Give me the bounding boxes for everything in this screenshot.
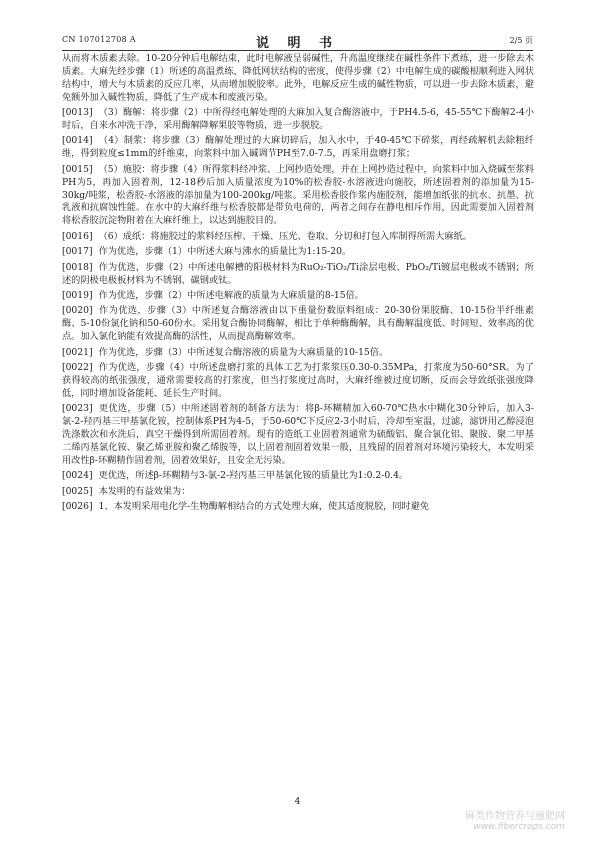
paragraph-number: [0023] (62, 403, 93, 415)
paragraph-number: [0022] (62, 361, 93, 373)
paragraph-text: （6）成纸：将施胶过的浆料经压榨、干燥、压光、卷取、分切和打包入库制得所需大麻纸。 (98, 230, 472, 242)
paragraph (62, 305, 534, 344)
paragraph-number: [0015] (62, 163, 93, 175)
paragraph-number: [0025] (62, 485, 93, 497)
paragraph (62, 53, 534, 105)
paragraph (62, 362, 534, 401)
paragraph-text: （5）施胶：将步骤（4）所得浆料经冲浆、上网抄造处理，并在上网抄造过程中，向浆料中加入烧碱至浆料PH为5，再加入固着剂，12-18秒后加入质量浓度为10%的松香胶-水溶液进向施胶，所述固着剂的添加量为15-30kg/吨浆，松香胶-水溶液的添加量为100-200kg/吨浆。采用松香胶作浆内施胶剂，能增加纸张的抗水、抗墨、抗乳液和抗腐蚀性能。在水中的大麻纤维与松香胶都是带负电荷的，两者之间存在静电相斥作用，因此需要加入固着剂将松香胶沉淀物附着在大麻纤维上，以达到施胶目的。 (62, 163, 534, 227)
paragraph (62, 231, 534, 244)
paragraph (62, 347, 534, 360)
paragraph (62, 290, 534, 303)
paragraph-number: [0026] (62, 501, 93, 512)
paragraph-text: （4）制浆：将步骤（3）酶解处理过的大麻切碎后，加入水中，于40-45℃下碎浆，再经疏解机去除粗纤维，得到粒度≤1mm的纤维束，向浆料中加入碱调节PH至7.0-7.5，再采用盘磨打浆； (62, 135, 534, 160)
paragraph-text: 作为优选，步骤（3）中所述复合酶溶液由以下重量份数原料组成：20-30份果胶酶、10-15份半纤维素酶、5-10份氯化钠和50-60份水。采用复合酶协同酶解，相比于单种酶酶解，具有酶解温度低、时间短、效率高的优点。加入氯化钠能有效提高酶的活性，从而提高酶解效率。 (62, 305, 534, 343)
paragraph-number: [0021] (62, 346, 93, 358)
watermark-url: www.fibercrops.com (473, 822, 565, 832)
paragraph-text: （3）酶解：将步骤（2）中所得经电解处理的大麻加入复合酶溶液中，于PH4.5-6，45-55℃下酶解2-4小时后，自来水冲洗干净，采用酶解降解果胶等物质，进一步脱胶。 (62, 107, 534, 132)
paragraph (62, 164, 534, 229)
paragraph-text: 作为优选，步骤（3）中所述复合酶溶液的质量为大麻质量的10-15倍。 (98, 346, 389, 358)
paragraph-number: [0020] (62, 305, 93, 317)
paragraph-text: 1、本发明采用电化学-生物酶解相结合的方式处理大麻，使其适度脱胶，同时避免 (98, 501, 430, 512)
paragraph-text: 从而将木质素去除。10-20分钟后电解结束，此时电解液呈弱碱性，升高温度继续在碱性条件下煮练，进一步除去木质素。大麻先经步骤（1）所述的高温煮练，降低网状结构的密度，使得步骤（2）中电解生成的碳酸根顺利进入网状结构中，增大与木质素的反应几率，从而增加脱胶率。此外，电解反应生成的碱性物质，可以进一步去除木质素，避免额外加入碱性物质，降低了生产成本和废液污染。 (62, 53, 534, 103)
paragraph (62, 135, 534, 161)
paragraph-number: [0019] (62, 289, 93, 301)
paragraph-text: 更优选，步骤（5）中所述固着剂的制备方法为：将β-环糊精加入60-70℃热水中糊化30分钟后，加入3-氯-2-羟丙基三甲基氯化铵，控制体系PH为4-5，于50-60℃下反应2-3小时后，冷却至室温，过滤，滤饼用乙醇浸泡洗涤数次和水洗后，真空干燥得到所需固着剂。现有的造纸工业固着剂通常为硫酸铝、聚合氯化铝、聚胺、聚二甲基二烯丙基氯化铵、聚乙烯亚胺和聚乙烯胺等，以上固着剂固着效果一般，且残留的固着剂对环境污染较大，本发明采用改性β-环糊精作固着剂，固着效果好，且安全无污染。 (62, 403, 534, 466)
publication-number: CN 107012708 A (62, 35, 136, 44)
paragraph-number: [0016] (62, 230, 93, 242)
paragraph (62, 107, 534, 133)
paragraph-text: 本发明的有益效果为： (98, 485, 191, 497)
paragraph-text: 作为优选，步骤（1）中所述大麻与沸水的质量比为1:15-20。 (98, 246, 352, 258)
page-number: 4 (294, 797, 301, 807)
paragraph-number: [0013] (62, 107, 93, 119)
paragraph-text: 作为优选，步骤（2）中所述电解液的质量为大麻质量的8-15倍。 (98, 289, 364, 301)
paragraph-number: [0017] (62, 246, 93, 258)
paragraph (62, 486, 534, 499)
paragraph-text: 更优选，所述β-环糊精与3-氯-2-羟丙基三甲基氯化铵的质量比为1:0.2-0.4。 (98, 470, 409, 482)
page-header (62, 32, 533, 51)
paragraph-text: 作为优选，步骤（2）中所述电解槽的阳极材料为RuO₂-TiO₂/Ti涂层电极、PbO₂/Ti镀层电极或不锈钢；所述的阴极电极板材料为不锈钢、碳钢或钛。 (62, 261, 534, 286)
paragraph (62, 470, 534, 483)
paragraph (62, 262, 534, 288)
paragraph-text: 作为优选，步骤（4）中所述盘磨打浆的具体工艺为打浆浆压0.30-0.35MPa，打浆度为50-60°SR。为了获得较高的纸张强度，通常需要较高的打浆度，但当打浆度过高时，大麻纤维被过度切断，反而会导致纸张强度降低，同时增加设备能耗、延长生产时间。 (62, 361, 534, 399)
paragraph-number: [0018] (62, 261, 93, 273)
page-indicator: 2/5 页 (509, 36, 533, 45)
document-body (62, 53, 534, 516)
watermark-site-name: 麻类作物营养与施肥网 (465, 811, 565, 822)
paragraph-number: [0024] (62, 470, 93, 482)
paragraph-number: [0014] (62, 135, 93, 147)
document-title: 说 明 书 (255, 36, 340, 51)
header-rule (62, 50, 533, 51)
paragraph (62, 501, 534, 514)
paragraph (62, 246, 534, 259)
paragraph (62, 403, 534, 468)
watermark (465, 807, 565, 832)
